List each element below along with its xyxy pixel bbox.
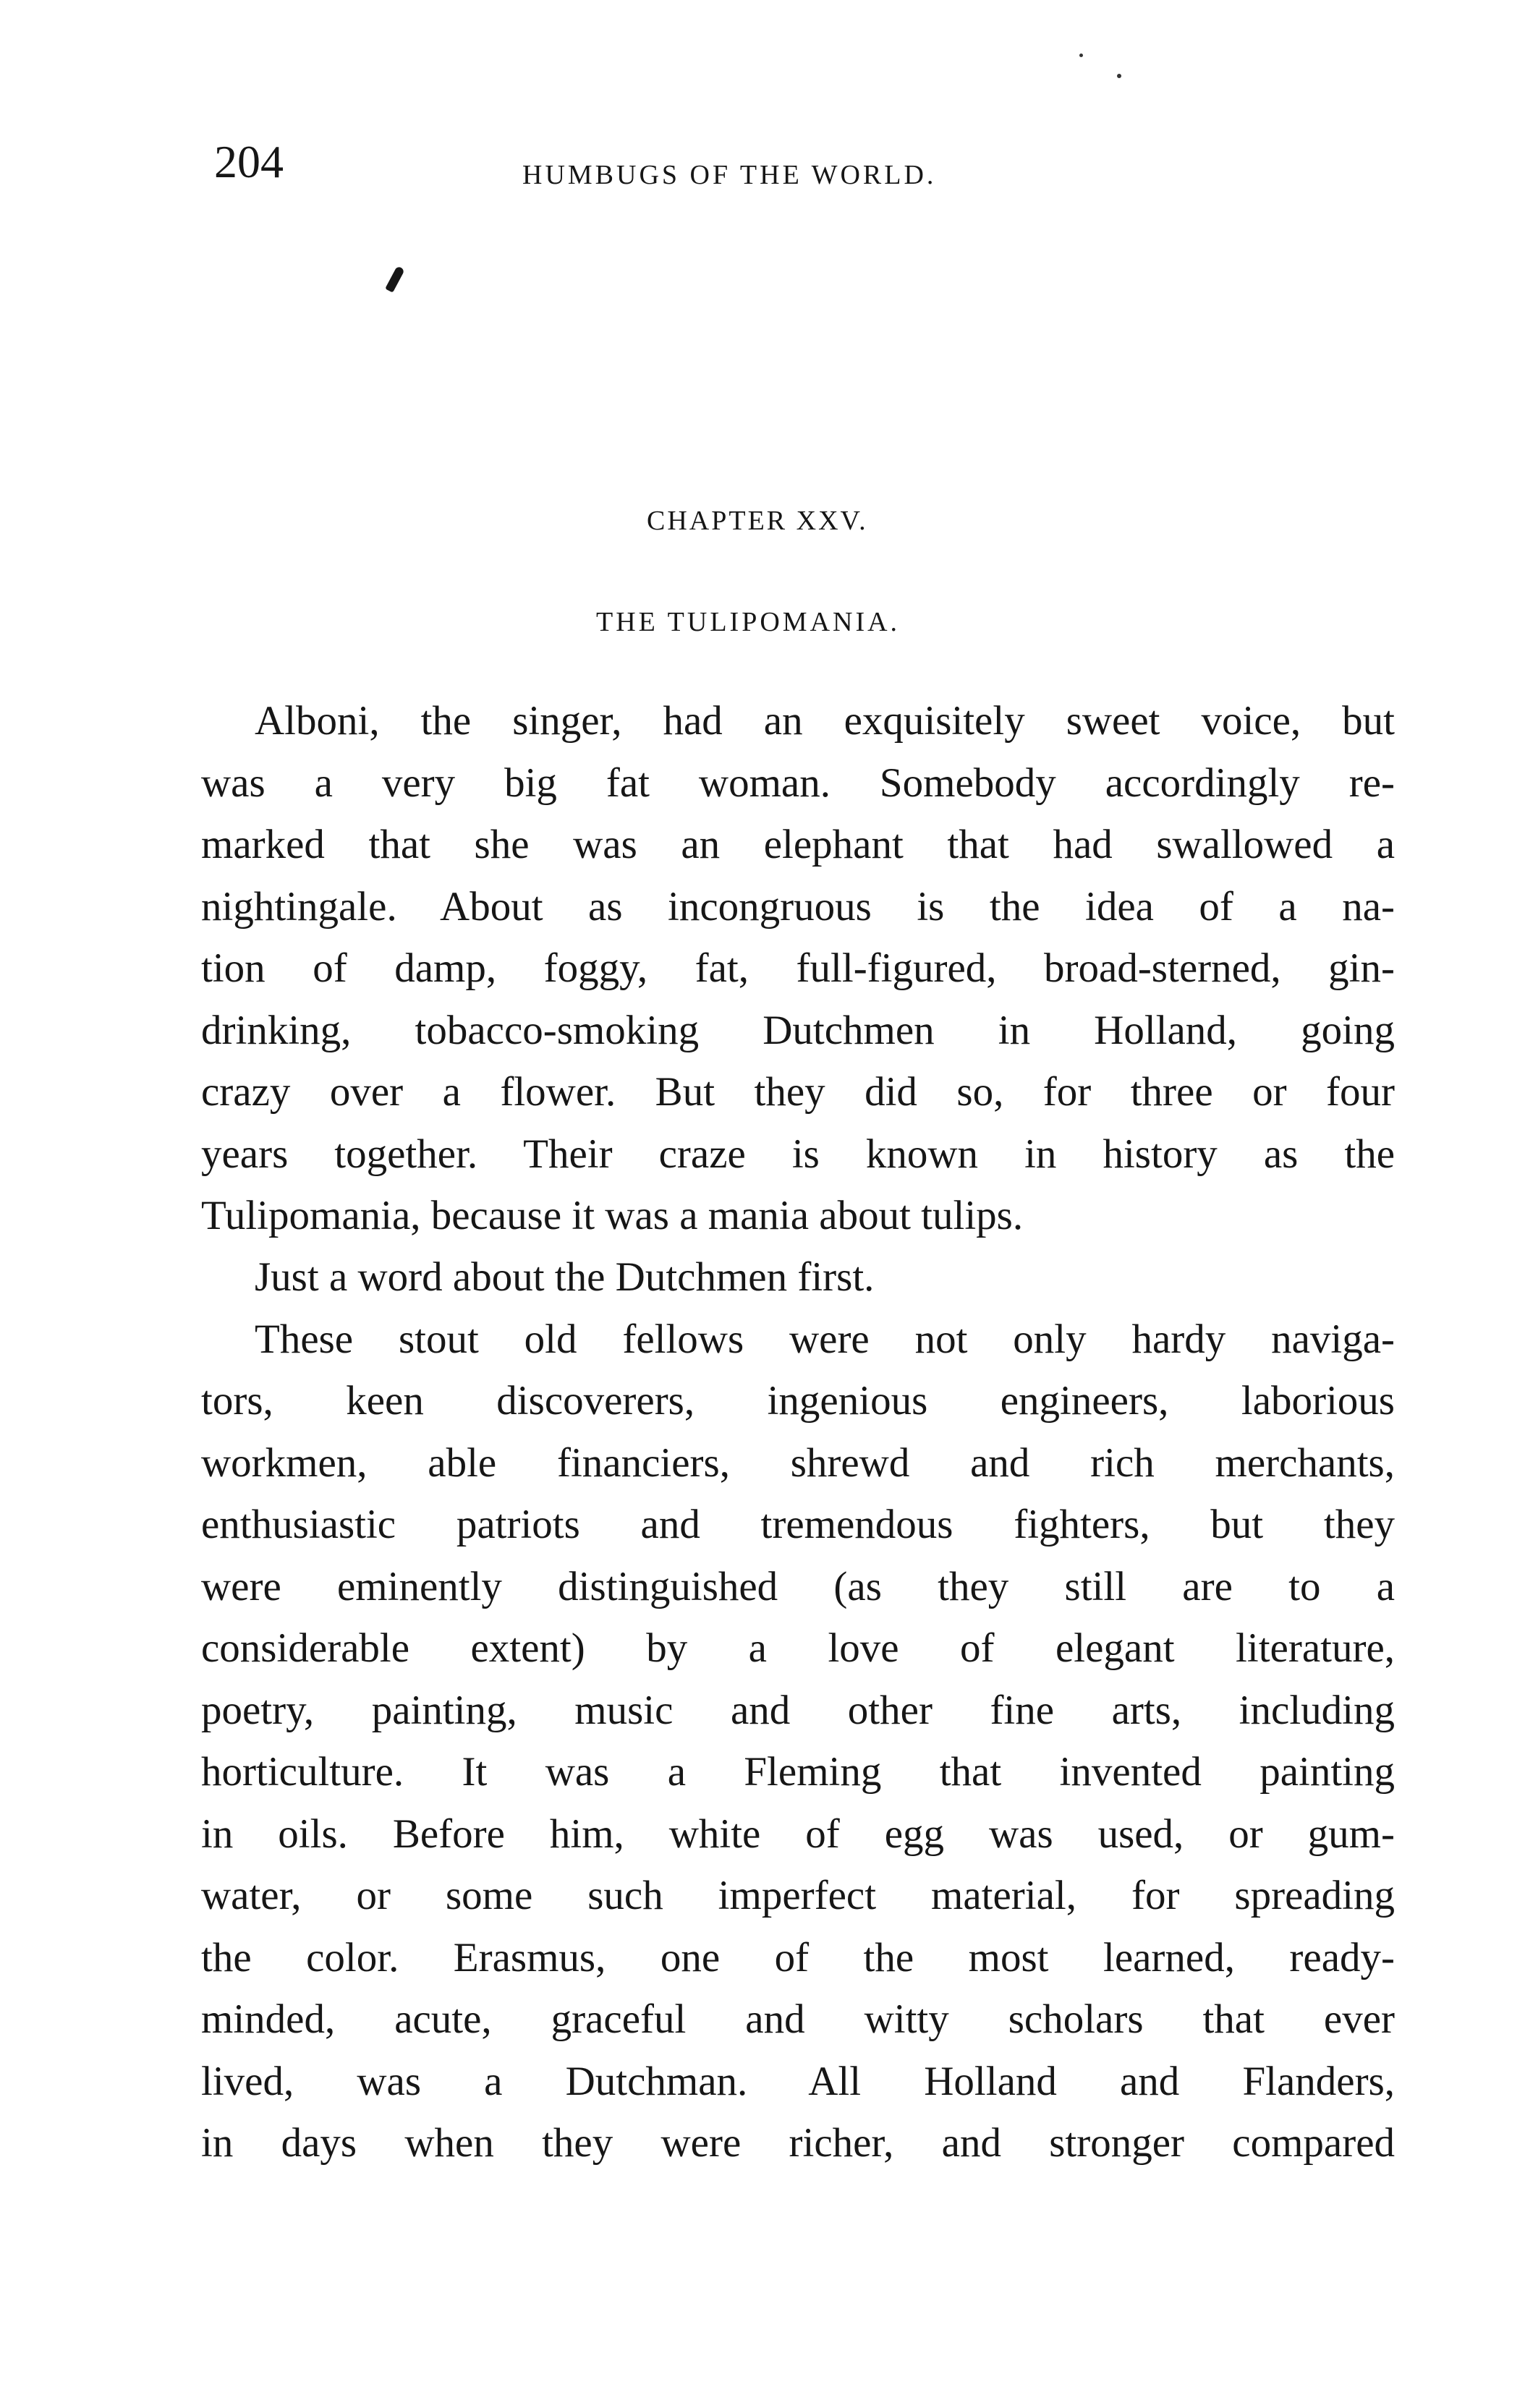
ink-mark bbox=[385, 265, 404, 292]
body-line: years together. Their craze is known in history as the bbox=[201, 1131, 1395, 1177]
ink-speck bbox=[1117, 74, 1121, 78]
body-line: was a very big fat woman. Somebody accordingly re- bbox=[201, 760, 1395, 806]
body-line: Tulipomania, because it was a mania about tulips. bbox=[201, 1193, 1024, 1238]
body-line: tors, keen discoverers, ingenious engineers, laborious bbox=[201, 1378, 1395, 1424]
body-line: in oils. Before him, white of egg was used, or gum- bbox=[201, 1811, 1395, 1857]
body-line: tion of damp, foggy, fat, full-figured, broad-sterned, gin- bbox=[201, 945, 1395, 991]
body-line: drinking, tobacco-smoking Dutchmen in Holland, going bbox=[201, 1008, 1395, 1053]
body-line: nightingale. About as incongruous is the idea of a na- bbox=[201, 884, 1395, 929]
body-line: Alboni, the singer, had an exquisitely sweet voice, but bbox=[255, 698, 1395, 744]
chapter-title: THE TULIPOMANIA. bbox=[596, 607, 901, 637]
body-line: workmen, able financiers, shrewd and rich merchants, bbox=[201, 1440, 1395, 1486]
body-line: lived, was a Dutchman. All Holland and Flanders, bbox=[201, 2059, 1395, 2104]
body-line: water, or some such imperfect material, for spreading bbox=[201, 1873, 1395, 1918]
body-line: were eminently distinguished (as they still are to a bbox=[201, 1564, 1395, 1609]
body-line: These stout old fellows were not only hardy naviga- bbox=[255, 1316, 1395, 1362]
body-line: considerable extent) by a love of elegant literature, bbox=[201, 1625, 1395, 1671]
body-line: horticulture. It was a Fleming that invented painting bbox=[201, 1749, 1395, 1795]
body-line: minded, acute, graceful and witty scholars that ever bbox=[201, 1996, 1395, 2042]
body-line: crazy over a flower. But they did so, for three or four bbox=[201, 1069, 1395, 1115]
ink-speck bbox=[1079, 54, 1083, 57]
body-line: enthusiastic patriots and tremendous fighters, but they bbox=[201, 1502, 1395, 1547]
body-line: the color. Erasmus, one of the most learned, ready- bbox=[201, 1935, 1395, 1981]
running-head: HUMBUGS OF THE WORLD. bbox=[522, 160, 937, 190]
page-number: 204 bbox=[214, 136, 284, 187]
chapter-number: CHAPTER XXV. bbox=[647, 506, 868, 536]
body-line: in days when they were richer, and stronger compared bbox=[201, 2120, 1395, 2166]
body-line: poetry, painting, music and other fine arts, including bbox=[201, 1688, 1395, 1733]
body-line: marked that she was an elephant that had swallowed a bbox=[201, 822, 1395, 867]
body-line: Just a word about the Dutchmen first. bbox=[255, 1254, 875, 1300]
